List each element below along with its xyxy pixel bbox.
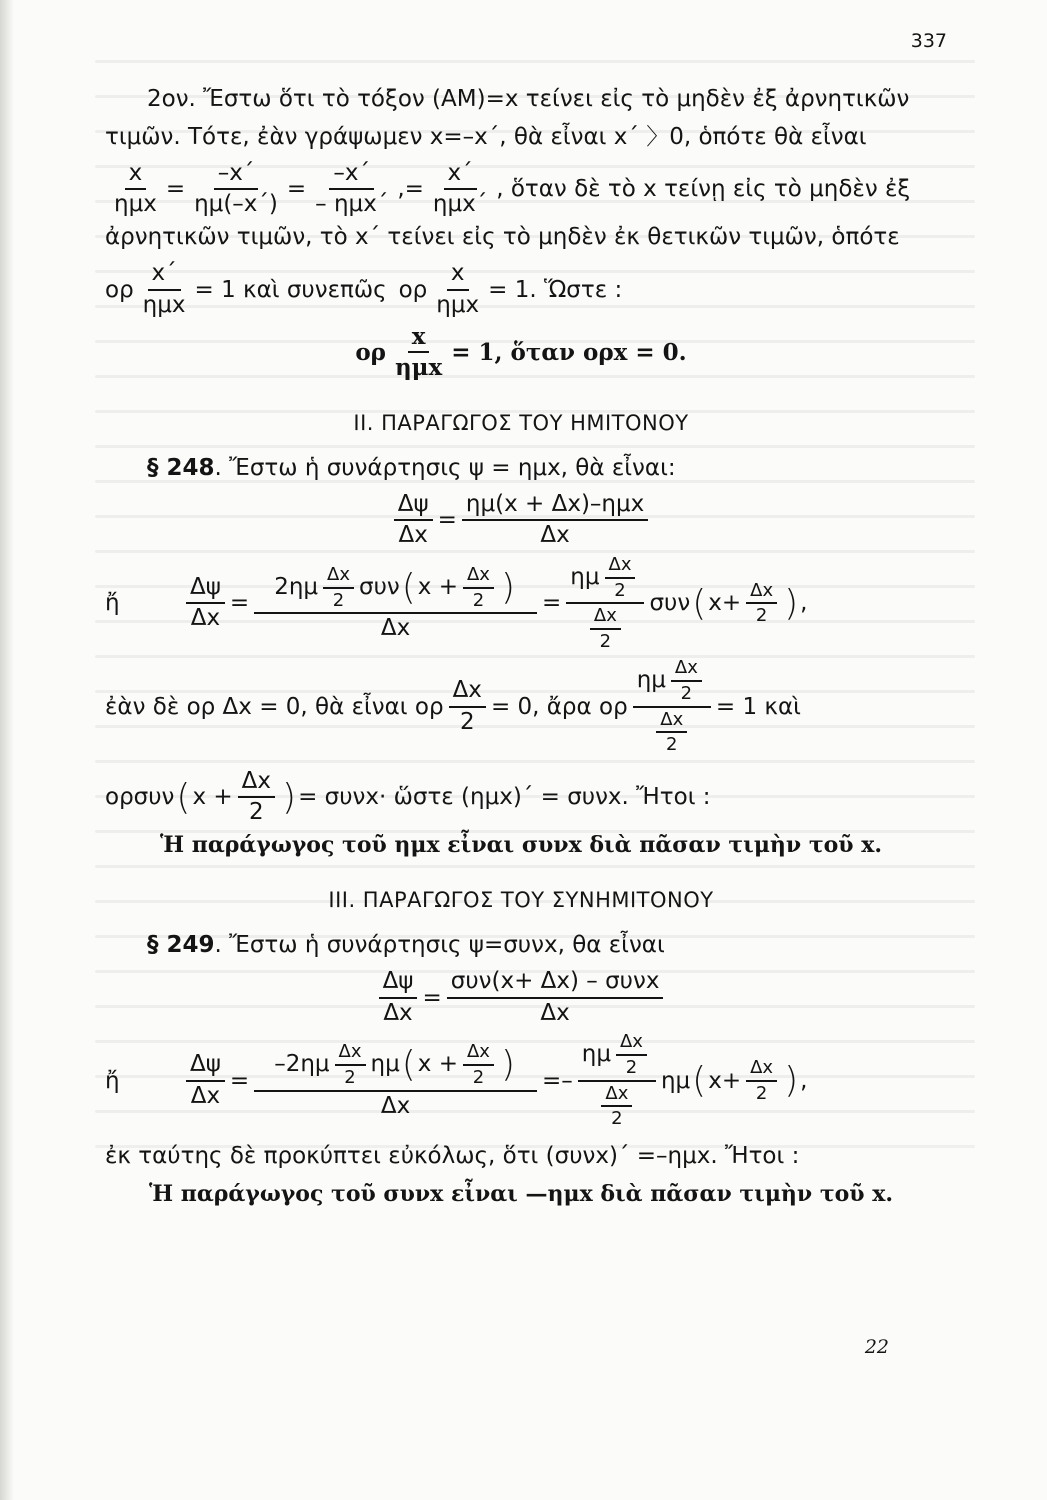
section-heading-sine: ΙΙ. ΠΑΡΑΓΩΓΟΣ ΤΟΥ ΗΜΙΤΟΝΟΥ bbox=[353, 410, 689, 435]
sine-difference-quotient: $\frac{\Delta\psi}{\Delta x}$ = $\frac{\text{ημ(x + Δx)–ημx}}{\Delta x}$ bbox=[105, 492, 937, 549]
signature-mark: 22 bbox=[864, 1336, 889, 1358]
frac-neg-xp-over-eta-neg-xp: $\frac{-x΄}{\eta\mu(-x΄)}$ bbox=[194, 160, 278, 218]
para1-line5: ορ $\frac{x΄}{\text{ημx}}$ = 1 καὶ συνεπῶς ορ $\frac{x}{\text{ημx}}$ = 1. Ὥστε : bbox=[105, 260, 623, 318]
section-heading-cosine: ΙΙΙ. ΠΑΡΑΓΩΓΟΣ ΤΟΥ ΣΥΝΗΜΙΤΟΝΟΥ bbox=[328, 887, 714, 912]
sine-derivative-conclusion: Ἡ παράγωγος τοῦ ημx εἶναι συνx διὰ πᾶσαν τιμὴν τοῦ x. bbox=[159, 831, 883, 858]
frac-cosine-numerator: $\frac{\text{συν(x+ Δx) – συνx}}{\Delta x}$ bbox=[447, 969, 664, 1026]
limit-result: ορ $\frac{x}{\text{ημx}}$ = 1, ὅταν ορx = 0. bbox=[355, 322, 687, 382]
cosine-derivative-conclusion: Ἡ παράγωγος τοῦ συνx εἶναι —ημx διὰ πᾶσαν τιμὴν τοῦ x. bbox=[148, 1180, 894, 1207]
frac-xp-over-eta-xp-2: $\frac{x΄}{\text{ημx}}$ bbox=[142, 260, 186, 318]
frac-dpsi-dx: $\frac{\Delta\psi}{\Delta x}$ bbox=[394, 492, 433, 549]
page-spine-shadow bbox=[0, 0, 14, 1500]
frac-sin-half-over-half-2: ημ $\frac{\Delta x}{2}$ $\frac{\Delta x}{2}$ bbox=[633, 658, 711, 755]
section248-intro: § 248. Ἔστω ἡ συνάρτησις ψ = ημx, θὰ εἶναι: bbox=[147, 454, 676, 481]
frac-sin-half-over-half-3: ημ $\frac{\Delta x}{2}$ $\frac{\Delta x}{2}$ bbox=[578, 1032, 656, 1129]
page-number: 337 bbox=[910, 30, 947, 52]
para1-line2: τιμῶν. Τότε, ἐὰν γράψωμεν x=–x΄, θὰ εἶναι x΄ 〉0, ὁπότε θὰ εἶναι bbox=[105, 123, 867, 150]
frac-x-over-eta-x-bold: $\frac{x}{\text{ημx}}$ bbox=[394, 322, 443, 382]
frac-sine-product: 2ημ $\frac{\Delta x}{2}$ συν ( x + $\frac{\Delta x}{2}$ ) Δx bbox=[254, 565, 537, 642]
frac-sin-half-over-half: ημ $\frac{\Delta x}{2}$ $\frac{\Delta x}{2}$ bbox=[566, 555, 644, 652]
frac-dpsi-dx-4: $\frac{\Delta\psi}{\Delta x}$ bbox=[186, 1052, 225, 1109]
frac-x-over-eta-x-2: $\frac{x}{\text{ημx}}$ bbox=[436, 260, 480, 318]
para1-line3: $\frac{x}{\text{ημx}}$ = $\frac{-x΄}{\eta\mu(-x΄)}$ = $\frac{-x΄}{\text{– ημx΄}}$ , = $\frac{x΄}{\text{ημx΄}}$ , ὅταν δὲ τὸ x τείνῃ εἰς τὸ μηδὲν ἐξ bbox=[105, 161, 937, 218]
frac-xp-over-eta-xp: $\frac{x΄}{\text{ημx΄}}$ bbox=[432, 160, 488, 218]
page-content bbox=[105, 86, 937, 1221]
cosine-difference-quotient: $\frac{\Delta\psi}{\Delta x}$ = $\frac{\text{συν(x+ Δx) – συνx}}{\Delta x}$ bbox=[105, 969, 937, 1026]
frac-neg-xp-over-neg-eta-xp: $\frac{-x΄}{\text{– ημx΄}}$ bbox=[315, 160, 389, 218]
frac-dpsi-dx-3: $\frac{\Delta\psi}{\Delta x}$ bbox=[379, 969, 418, 1026]
section249-intro: § 249. Ἔστω ἡ συνάρτησις ψ=συνx, θα εἶναι bbox=[147, 931, 665, 958]
orsyn-row: ορσυν ( x + $\frac{\Delta x}{2}$ ) = συνx· ὥστε (ημx)΄ = συνx. Ἤτοι : bbox=[105, 768, 711, 826]
para1-line1: 2ον. Ἔστω ὅτι τὸ τόξον (ΑΜ)=x τείνει εἰς τὸ μηδὲν ἐξ ἀρνητικῶν bbox=[147, 86, 910, 112]
para1-line4: ἀρνητικῶν τιμῶν, τὸ x΄ τείνει εἰς τὸ μηδὲν ἐκ θετικῶν τιμῶν, ὁπότε bbox=[105, 223, 900, 250]
frac-x-over-eta-x: $\frac{x}{\text{ημx}}$ bbox=[114, 160, 157, 218]
sine-limit-row: ἐὰν δὲ ορ Δx = 0, θὰ εἶναι ορ $\frac{\Delta x}{2}$ = 0, ἄρα ορ ημ $\frac{\Delta x}{2}$ $\frac{\Delta x}{2}$ = 1 καὶ bbox=[105, 656, 801, 756]
sine-identity-row: ἤ $\frac{\Delta\psi}{\Delta x}$ = 2ημ $\frac{\Delta x}{2}$ συν ( x + $\frac{\Delta x}{2}$ ) Δx = ημ $\frac{\Delta x}{2}$ $\frac{\Delta x}{2}$ συν ( x+ $\frac{\Delta x}{2}$ ) , bbox=[105, 553, 808, 653]
frac-cosine-product: –2ημ $\frac{\Delta x}{2}$ ημ ( x + $\frac{\Delta x}{2}$ ) Δx bbox=[254, 1042, 537, 1119]
frac-dpsi-dx-2: $\frac{\Delta\psi}{\Delta x}$ bbox=[186, 575, 225, 632]
cosine-derive-line: ἐκ ταύτης δὲ προκύπτει εὐκόλως, ὅτι (συνx)΄ =–ημx. Ἤτοι : bbox=[105, 1143, 800, 1170]
frac-sine-numerator: $\frac{\text{ημ(x + Δx)–ημx}}{\Delta x}$ bbox=[462, 492, 648, 549]
cosine-identity-row: ἤ $\frac{\Delta\psi}{\Delta x}$ = –2ημ $\frac{\Delta x}{2}$ ημ ( x + $\frac{\Delta x}{2}$ ) Δx = – ημ $\frac{\Delta x}{2}$ $\frac{\Delta x}{2}$ ημ ( x+ $\frac{\Delta x}{2}$ ) , bbox=[105, 1030, 808, 1130]
para1-line3-text: , ὅταν δὲ τὸ x τείνῃ εἰς τὸ μηδὲν ἐξ bbox=[496, 176, 911, 203]
